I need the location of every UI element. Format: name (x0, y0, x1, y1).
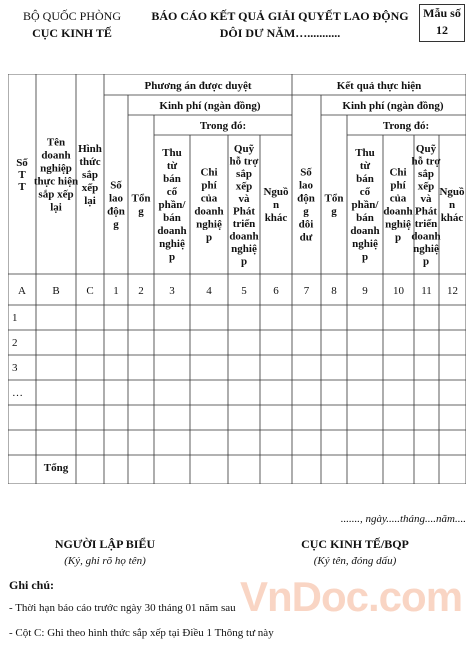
col-header-cost-plan: của (200, 192, 218, 205)
org-name: BỘ QUỐC PHÒNG (22, 9, 121, 23)
column-code: 7 (303, 285, 310, 297)
of-which-plan: Trong đó: (199, 120, 247, 132)
col-header-revenue-plan: phần/ (158, 199, 186, 211)
form-number: 12 (436, 23, 448, 37)
col-header-other-plan: n (272, 199, 280, 211)
col-header-labor-plan: Số (110, 179, 122, 192)
col-header-cost-plan: phí (201, 179, 217, 192)
col-header-fund-result: Phát (415, 205, 437, 218)
column-code: 11 (421, 285, 432, 297)
col-header-fund-result: sắp (418, 167, 434, 180)
column-code: 6 (273, 285, 279, 297)
preparer-note: (Ký, ghi rõ họ tên) (64, 555, 146, 567)
col-header-revenue-result: nghiệ (352, 238, 378, 250)
col-header-fund-plan: triển (232, 217, 256, 230)
budget-header-result: Kinh phí (ngàn đồng) (342, 100, 444, 112)
col-header-fund-result: triển (414, 217, 438, 230)
preparer-title: NGƯỜI LẬP BIỂU (54, 537, 156, 551)
col-header-revenue-plan: doanh (157, 225, 187, 237)
col-header-fund-plan: p (240, 255, 248, 268)
form-number-box (419, 4, 465, 42)
row-number: … (12, 387, 23, 399)
col-header-revenue-result: doanh (350, 225, 380, 237)
col-header-labor-plan: độn (107, 205, 125, 218)
col-header-fund-result: xếp (417, 180, 435, 193)
col-header-revenue-result: cổ (359, 186, 371, 198)
col-header-revenue-plan: bán (163, 212, 181, 224)
column-code: A (18, 285, 26, 297)
col-header-enterprise: doanh (41, 149, 71, 162)
authority-note: (Ký tên, đóng dấu) (313, 555, 397, 567)
col-header-fund-result: nghiệ (413, 242, 439, 255)
col-header-total-result: Tổn (324, 192, 344, 205)
col-header-form: Hình (78, 143, 102, 155)
col-header-fund-result: và (420, 192, 432, 205)
row-number: 1 (12, 312, 18, 324)
col-header-labor-result: g (303, 205, 309, 218)
col-header-other-result: khác (440, 212, 464, 224)
col-header-fund-plan: nghiệ (231, 242, 257, 255)
col-header-labor-result: Số (300, 166, 312, 179)
col-header-fund-plan: và (238, 192, 250, 205)
col-header-revenue-plan: cổ (166, 186, 178, 198)
col-header-enterprise: lại (50, 201, 62, 214)
col-header-fund-plan: Quỹ (233, 142, 255, 155)
col-header-form: sắp (82, 169, 98, 181)
org-department: CỤC KINH TẾ (32, 26, 112, 40)
col-header-cost-plan: nghiệ (196, 218, 222, 231)
col-header-fund-plan: hỗ trợ (229, 155, 259, 168)
col-header-labor-result: dôi (298, 218, 314, 231)
col-header-fund-plan: Phát (233, 205, 255, 218)
col-header-form: lại (84, 195, 96, 207)
col-header-other-result: Nguồ (439, 186, 465, 198)
col-header-other-plan: khác (264, 212, 288, 224)
col-header-stt: T (18, 169, 26, 181)
form-label: Mẫu số (423, 6, 461, 20)
group-header-plan: Phương án được duyệt (144, 80, 252, 92)
col-header-revenue-plan: bán (163, 173, 181, 185)
column-code: 8 (331, 285, 337, 297)
report-title: BÁO CÁO KẾT QUẢ GIẢI QUYẾT LAO ĐỘNG (151, 9, 409, 23)
row-number: 2 (12, 337, 18, 349)
column-code: 12 (447, 285, 458, 297)
of-which-result: Trong đó: (382, 120, 430, 132)
col-header-fund-result: doanh (411, 230, 441, 243)
col-header-labor-result: lao (298, 179, 314, 192)
col-header-fund-plan: xếp (235, 180, 253, 193)
col-header-enterprise: Tên (46, 136, 66, 149)
col-header-fund-result: hỗ trợ (411, 155, 441, 168)
group-header-result: Kết quả thực hiện (336, 80, 422, 92)
col-header-revenue-result: từ (359, 160, 371, 172)
note-item: - Cột C: Ghi theo hình thức sắp xếp tại Điều 1 Thông tư này (9, 627, 274, 639)
column-code: 2 (138, 285, 144, 297)
watermark-logo: VnDoc.com (240, 573, 463, 620)
col-header-form: thức (79, 156, 101, 168)
column-code: B (52, 285, 60, 297)
col-header-revenue-plan: nghiệ (159, 238, 185, 250)
col-header-labor-plan: g (113, 218, 119, 231)
col-header-cost-result: của (389, 192, 407, 205)
row-number: 3 (12, 362, 18, 374)
col-header-revenue-result: Thu (355, 147, 375, 159)
col-header-fund-result: Quỹ (415, 142, 437, 155)
column-code: 10 (393, 285, 404, 297)
col-header-revenue-result: p (361, 251, 369, 263)
col-header-cost-plan: p (205, 231, 213, 244)
col-header-enterprise: sắp xếp (38, 188, 74, 201)
col-header-other-plan: Nguồ (263, 186, 289, 198)
col-header-fund-plan: doanh (229, 230, 259, 243)
budget-header-plan: Kinh phí (ngàn đồng) (159, 100, 261, 112)
col-header-enterprise: nghiệp (40, 162, 72, 175)
col-header-fund-result: p (422, 255, 430, 268)
notes-heading: Ghi chú: (9, 578, 55, 592)
col-header-stt: Số (16, 157, 28, 169)
note-item: - Thời hạn báo cáo trước ngày 30 tháng 01 năm sau (9, 602, 236, 614)
col-header-cost-result: Chi (389, 166, 407, 179)
col-header-total-plan: g (138, 205, 144, 218)
col-header-form: xếp (81, 182, 99, 194)
column-code: 9 (362, 285, 368, 297)
column-code: 5 (241, 285, 247, 297)
col-header-cost-plan: Chi (200, 166, 218, 179)
col-header-revenue-plan: Thu (162, 147, 182, 159)
col-header-labor-result: dư (299, 231, 313, 244)
column-code: 3 (169, 285, 175, 297)
col-header-fund-plan: sắp (236, 167, 252, 180)
col-header-cost-result: phí (390, 179, 406, 192)
col-header-labor-plan: lao (108, 192, 124, 205)
col-header-revenue-result: phần/ (351, 199, 379, 211)
col-header-revenue-result: bán (356, 173, 374, 185)
column-code: 4 (206, 285, 212, 297)
col-header-enterprise: thực hiện (33, 175, 79, 188)
col-header-cost-result: nghiệ (385, 218, 411, 231)
column-code: C (86, 285, 94, 297)
col-header-total-result: g (331, 205, 337, 218)
col-header-revenue-plan: p (168, 251, 176, 263)
authority-title: CỤC KINH TẾ/BQP (301, 537, 409, 551)
report-table (8, 74, 466, 484)
col-header-cost-plan: doanh (194, 205, 224, 218)
col-header-cost-result: doanh (383, 205, 413, 218)
col-header-revenue-result: bán (356, 212, 374, 224)
date-line: ......., ngày.....tháng....năm.... (340, 513, 466, 525)
total-row-label: Tổng (43, 462, 69, 474)
column-code: 1 (113, 285, 119, 297)
report-title-year: DÔI DƯ NĂM…........... (219, 26, 341, 40)
col-header-labor-result: độn (297, 192, 315, 205)
col-header-total-plan: Tổn (131, 192, 151, 205)
col-header-cost-result: p (394, 231, 402, 244)
col-header-other-result: n (448, 199, 456, 211)
col-header-stt: T (18, 181, 26, 193)
col-header-revenue-plan: từ (166, 160, 178, 172)
